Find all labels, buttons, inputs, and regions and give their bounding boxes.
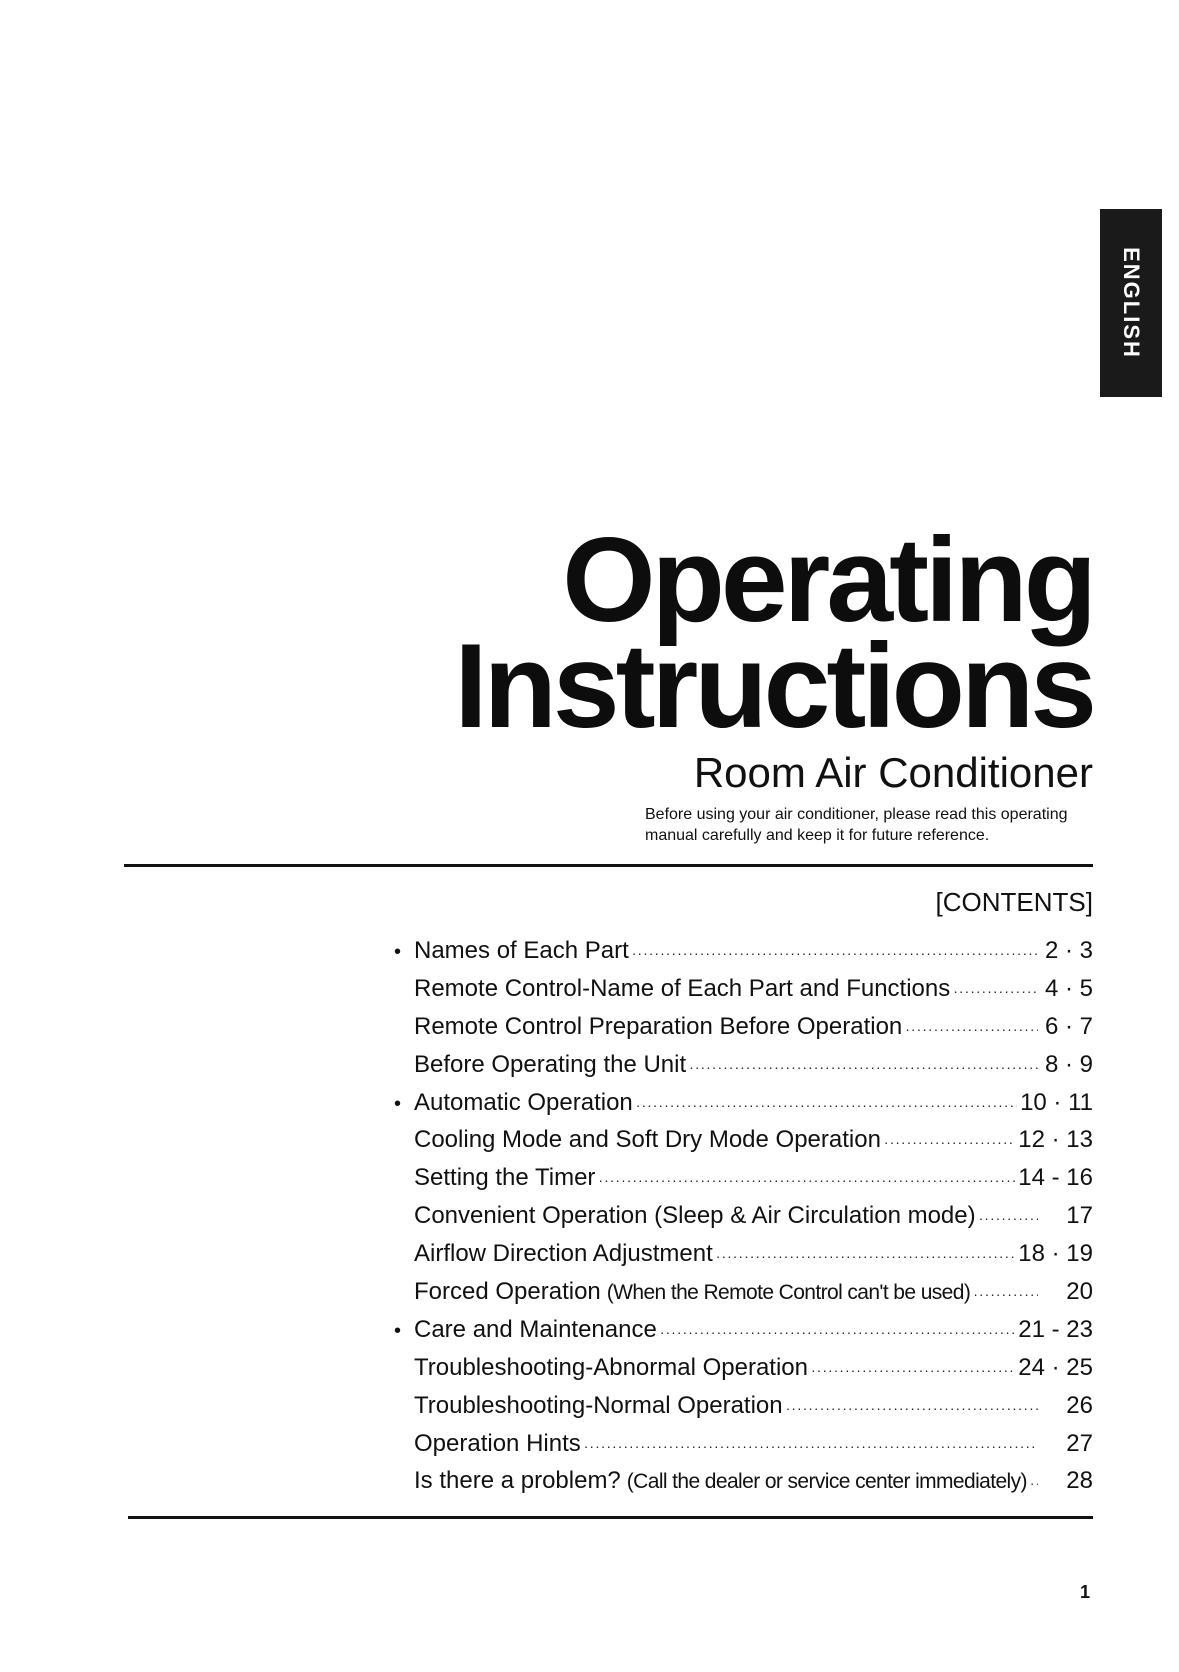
toc-entry[interactable] bbox=[394, 1273, 1093, 1311]
toc-page: 2 · 3 bbox=[1044, 937, 1093, 964]
toc-label: Care and Maintenance bbox=[414, 1315, 657, 1343]
top-divider bbox=[124, 864, 1093, 867]
toc-leader-dots bbox=[660, 1314, 1015, 1352]
toc-label: Names of Each Part bbox=[414, 937, 629, 964]
toc-label: Before Operating the Unit bbox=[414, 1050, 687, 1078]
bullet-icon: • bbox=[394, 1092, 402, 1115]
toc-leader-dots bbox=[979, 1200, 1038, 1238]
toc-page: 24 · 25 bbox=[1018, 1353, 1093, 1381]
toc-entry[interactable] bbox=[394, 1197, 1093, 1235]
toc-label: Troubleshooting-Normal Operation bbox=[414, 1391, 783, 1419]
toc-entry[interactable] bbox=[394, 1046, 1093, 1084]
toc-page: 14 - 16 bbox=[1018, 1164, 1093, 1192]
toc-label: Cooling Mode and Soft Dry Mode Operation bbox=[414, 1126, 881, 1154]
toc-page: 12 · 13 bbox=[1018, 1126, 1093, 1154]
toc-page: 17 bbox=[1066, 1202, 1093, 1230]
page-number: 1 bbox=[1080, 1582, 1091, 1602]
toc-leader-dots bbox=[716, 1238, 1016, 1276]
toc-entry[interactable] bbox=[394, 932, 1093, 970]
bullet-icon: • bbox=[394, 1319, 402, 1342]
toc-leader-dots bbox=[689, 1049, 1038, 1087]
toc-leader-dots bbox=[786, 1390, 1038, 1428]
toc-entry[interactable] bbox=[394, 1008, 1093, 1046]
toc-label: Remote Control-Name of Each Part and Functions bbox=[414, 974, 951, 1002]
toc-entry[interactable] bbox=[394, 1159, 1093, 1197]
toc-leader-dots bbox=[1030, 1465, 1038, 1503]
toc-label: Setting the Timer bbox=[414, 1164, 596, 1192]
toc-leader-dots bbox=[811, 1352, 1015, 1390]
intro-note: Before using your air conditioner, please read this operating manual carefully and keep it for future reference. bbox=[645, 806, 1068, 844]
toc-page: 18 · 19 bbox=[1018, 1240, 1093, 1268]
toc-note: (Call the dealer or service center immediately) bbox=[626, 1470, 1027, 1494]
toc-page: 28 bbox=[1066, 1467, 1093, 1495]
bottom-divider bbox=[128, 1516, 1093, 1519]
table-of-contents bbox=[394, 932, 1093, 1500]
toc-label: Airflow Direction Adjustment bbox=[414, 1240, 713, 1268]
toc-label: Forced Operation bbox=[414, 1278, 601, 1306]
title-line-2: Instructions bbox=[454, 619, 1093, 753]
toc-label: Remote Control Preparation Before Operation bbox=[414, 1012, 903, 1040]
toc-entry[interactable] bbox=[394, 1084, 1093, 1122]
toc-label: Troubleshooting-Abnormal Operation bbox=[414, 1353, 808, 1381]
toc-page: 6 · 7 bbox=[1044, 1012, 1093, 1040]
toc-page: 8 · 9 bbox=[1044, 1050, 1093, 1078]
toc-page: 20 bbox=[1066, 1278, 1093, 1306]
toc-leader-dots bbox=[953, 973, 1038, 1011]
language-tab-label: ENGLISH bbox=[1119, 247, 1145, 359]
toc-leader-dots bbox=[632, 935, 1038, 973]
bullet-icon: • bbox=[394, 941, 402, 963]
toc-page: 27 bbox=[1066, 1429, 1093, 1457]
contents-heading: [CONTENTS] bbox=[935, 887, 1093, 917]
toc-entry[interactable] bbox=[394, 1235, 1093, 1273]
toc-entry[interactable] bbox=[394, 1387, 1093, 1425]
toc-label: Convenient Operation (Sleep & Air Circulation mode) bbox=[414, 1202, 976, 1230]
toc-entry[interactable] bbox=[394, 1462, 1093, 1500]
language-tab bbox=[1100, 209, 1162, 397]
toc-entry[interactable] bbox=[394, 1121, 1093, 1159]
toc-leader-dots bbox=[905, 1011, 1038, 1049]
toc-entry[interactable] bbox=[394, 1349, 1093, 1387]
toc-leader-dots bbox=[973, 1276, 1038, 1314]
toc-note: (When the Remote Control can't be used) bbox=[606, 1281, 971, 1305]
toc-leader-dots bbox=[884, 1124, 1015, 1162]
toc-page: 4 · 5 bbox=[1044, 974, 1093, 1002]
toc-label: Is there a problem? bbox=[414, 1467, 621, 1495]
toc-page: 21 - 23 bbox=[1018, 1315, 1093, 1343]
subtitle: Room Air Conditioner bbox=[693, 749, 1093, 796]
toc-entry[interactable] bbox=[394, 1311, 1093, 1349]
toc-entry[interactable] bbox=[394, 970, 1093, 1008]
toc-label: Operation Hints bbox=[414, 1429, 581, 1457]
toc-leader-dots bbox=[598, 1162, 1015, 1200]
toc-entry[interactable] bbox=[394, 1425, 1093, 1463]
toc-page: 10 · 11 bbox=[1020, 1088, 1093, 1116]
title-line-1: Operating bbox=[562, 513, 1093, 647]
toc-leader-dots bbox=[636, 1087, 1017, 1125]
toc-leader-dots bbox=[584, 1428, 1038, 1466]
toc-label: Automatic Operation bbox=[414, 1088, 633, 1116]
toc-page: 26 bbox=[1066, 1391, 1093, 1419]
